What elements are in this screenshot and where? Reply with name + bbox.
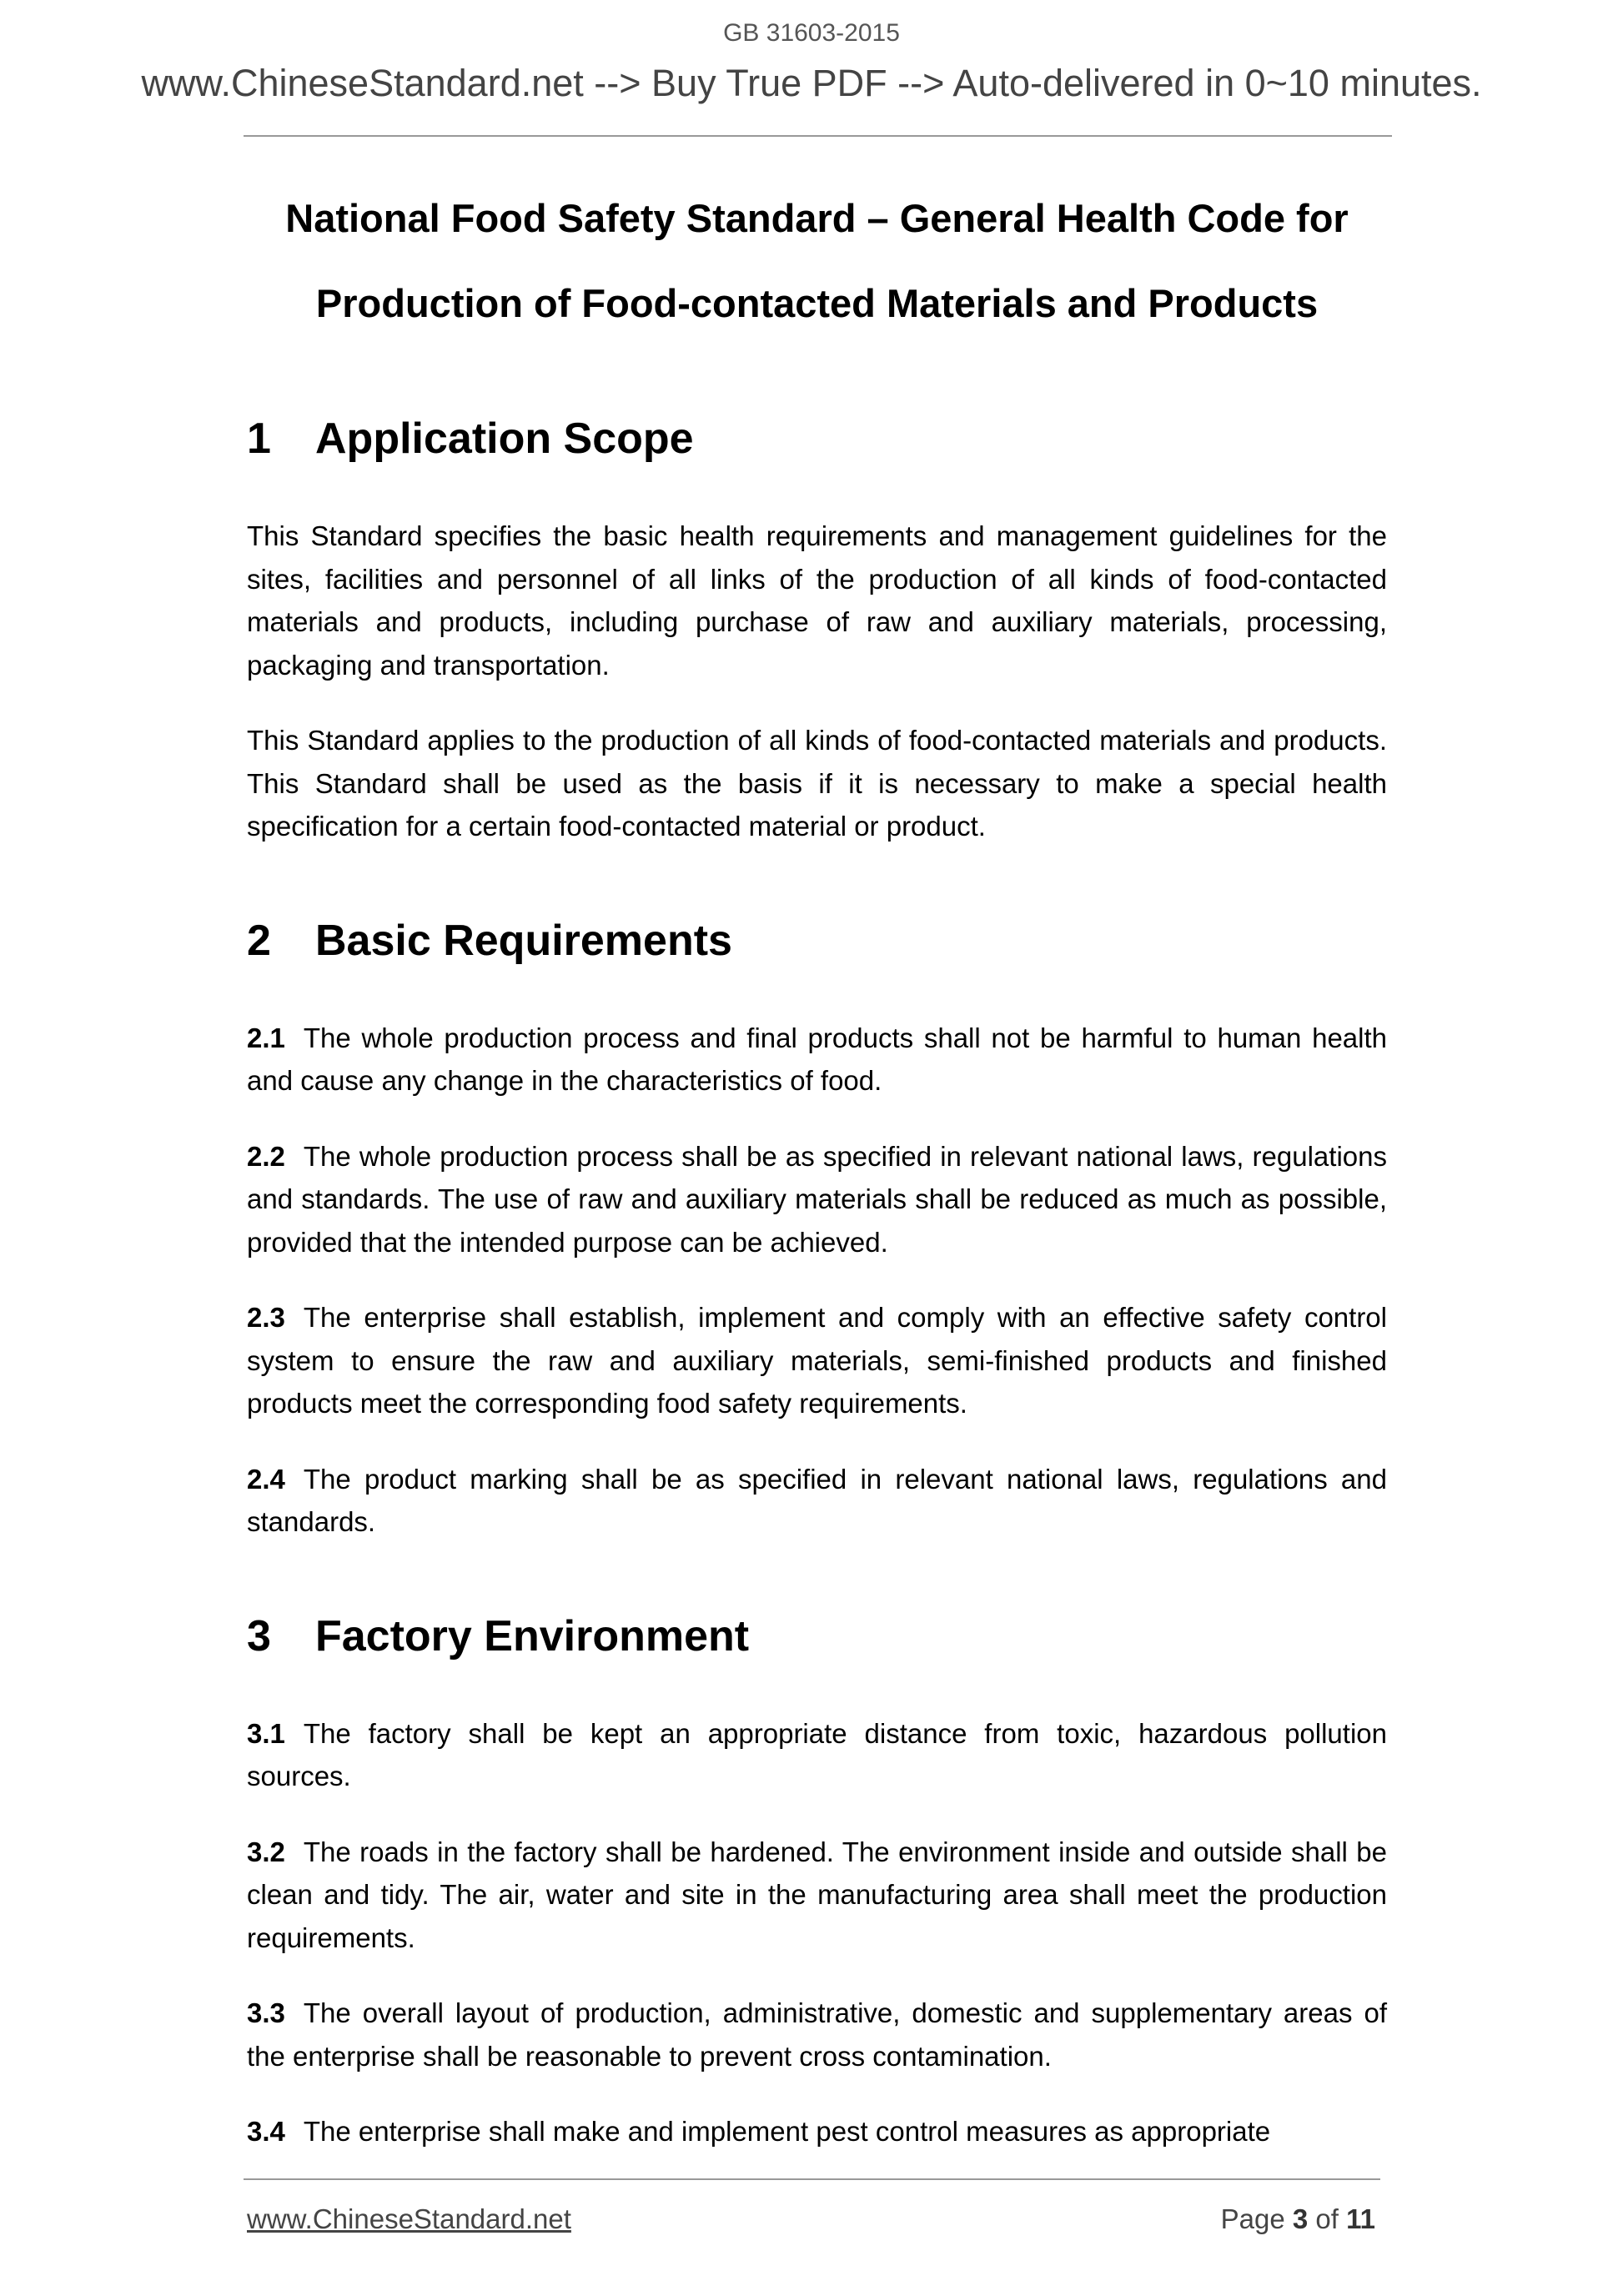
clause-number: 3.3 (247, 1997, 285, 2028)
clause (247, 1712, 1387, 1798)
document-title (209, 176, 1425, 346)
title-line-1: National Food Safety Standard – General Health Code for (285, 196, 1349, 240)
header-banner: www.ChineseStandard.net --> Buy True PDF --> Auto-delivered in 0~10 minutes. (141, 62, 1482, 104)
footer-website-link[interactable]: www.ChineseStandard.net (247, 2203, 571, 2234)
page-indicator (1221, 2203, 1375, 2235)
clause (247, 1017, 1387, 1103)
clause-number: 3.4 (247, 2116, 285, 2147)
clause (247, 1135, 1387, 1264)
clause-number: 2.4 (247, 1463, 285, 1495)
clause-number: 3.2 (247, 1836, 285, 1867)
section-heading (247, 1609, 1387, 1664)
clause-text: The factory shall be kept an appropriate distance from toxic, hazardous pollution sources. (247, 1717, 1387, 1791)
clause-text: The whole production process shall be as specified in relevant national laws, regulations and standards. The use of raw and auxiliary materials shall be reduced as much as possible, provided that the intended purpose can be achieved. (247, 1140, 1387, 1258)
clause-number: 2.2 (247, 1140, 285, 1172)
footer-divider (244, 2178, 1380, 2180)
section-number: 3 (247, 1611, 271, 1660)
section-title: Factory Environment (315, 1611, 750, 1660)
clause-text: The enterprise shall establish, implement and comply with an effective safety control system to ensure the raw and auxiliary materials, semi-finished products and finished products meet the corresponding food safety requirements. (247, 1302, 1387, 1419)
clause-text: The overall layout of production, administrative, domestic and supplementary areas of the enterprise shall be reasonable to prevent cross contamination. (247, 1997, 1387, 2072)
clause (247, 1458, 1387, 1544)
paragraph: This Standard applies to the production of all kinds of food-contacted materials and products. This Standard shall be used as the basis if it is necessary to make a special health specification for a certain food-contacted material or product. (247, 725, 1387, 842)
clause-text: The enterprise shall make and implement pest control measures as appropriate (303, 2116, 1271, 2147)
clause (247, 1296, 1387, 1425)
clause-number: 3.1 (247, 1717, 285, 1749)
section-title: Basic Requirements (315, 916, 732, 965)
page-of: of (1315, 2203, 1339, 2234)
document-body (247, 176, 1387, 2153)
clause (247, 1831, 1387, 1960)
page-current: 3 (1292, 2203, 1309, 2234)
clause-text: The product marking shall be as specified in relevant national laws, regulations and standards. (247, 1463, 1387, 1537)
clause (247, 2110, 1387, 2153)
page-total: 11 (1346, 2203, 1375, 2234)
page-label: Page (1220, 2203, 1285, 2234)
section-title: Application Scope (315, 414, 694, 463)
section-number: 1 (247, 414, 271, 463)
clause (247, 1992, 1387, 2077)
clause-text: The whole production process and final products shall not be harmful to human health and cause any change in the characteristics of food. (247, 1022, 1387, 1096)
clause-number: 2.3 (247, 1302, 285, 1333)
section-number: 2 (247, 916, 271, 965)
clause-text: The roads in the factory shall be hardened. The environment inside and outside shall be clean and tidy. The air, water and site in the manufacturing area shall meet the production requirements. (247, 1836, 1387, 1953)
paragraph: This Standard specifies the basic health requirements and management guidelines for the sites, facilities and personnel of all links of the production of all kinds of food-contacted materials and products, including purchase of raw and auxiliary materials, processing, packaging and transportation. (247, 520, 1387, 681)
standard-number: GB 31603-2015 (723, 19, 900, 47)
header-divider (244, 135, 1392, 137)
section-heading (247, 411, 1387, 466)
title-line-2: Production of Food-contacted Materials and Products (315, 281, 1319, 325)
clause-number: 2.1 (247, 1022, 285, 1053)
section-heading (247, 913, 1387, 968)
